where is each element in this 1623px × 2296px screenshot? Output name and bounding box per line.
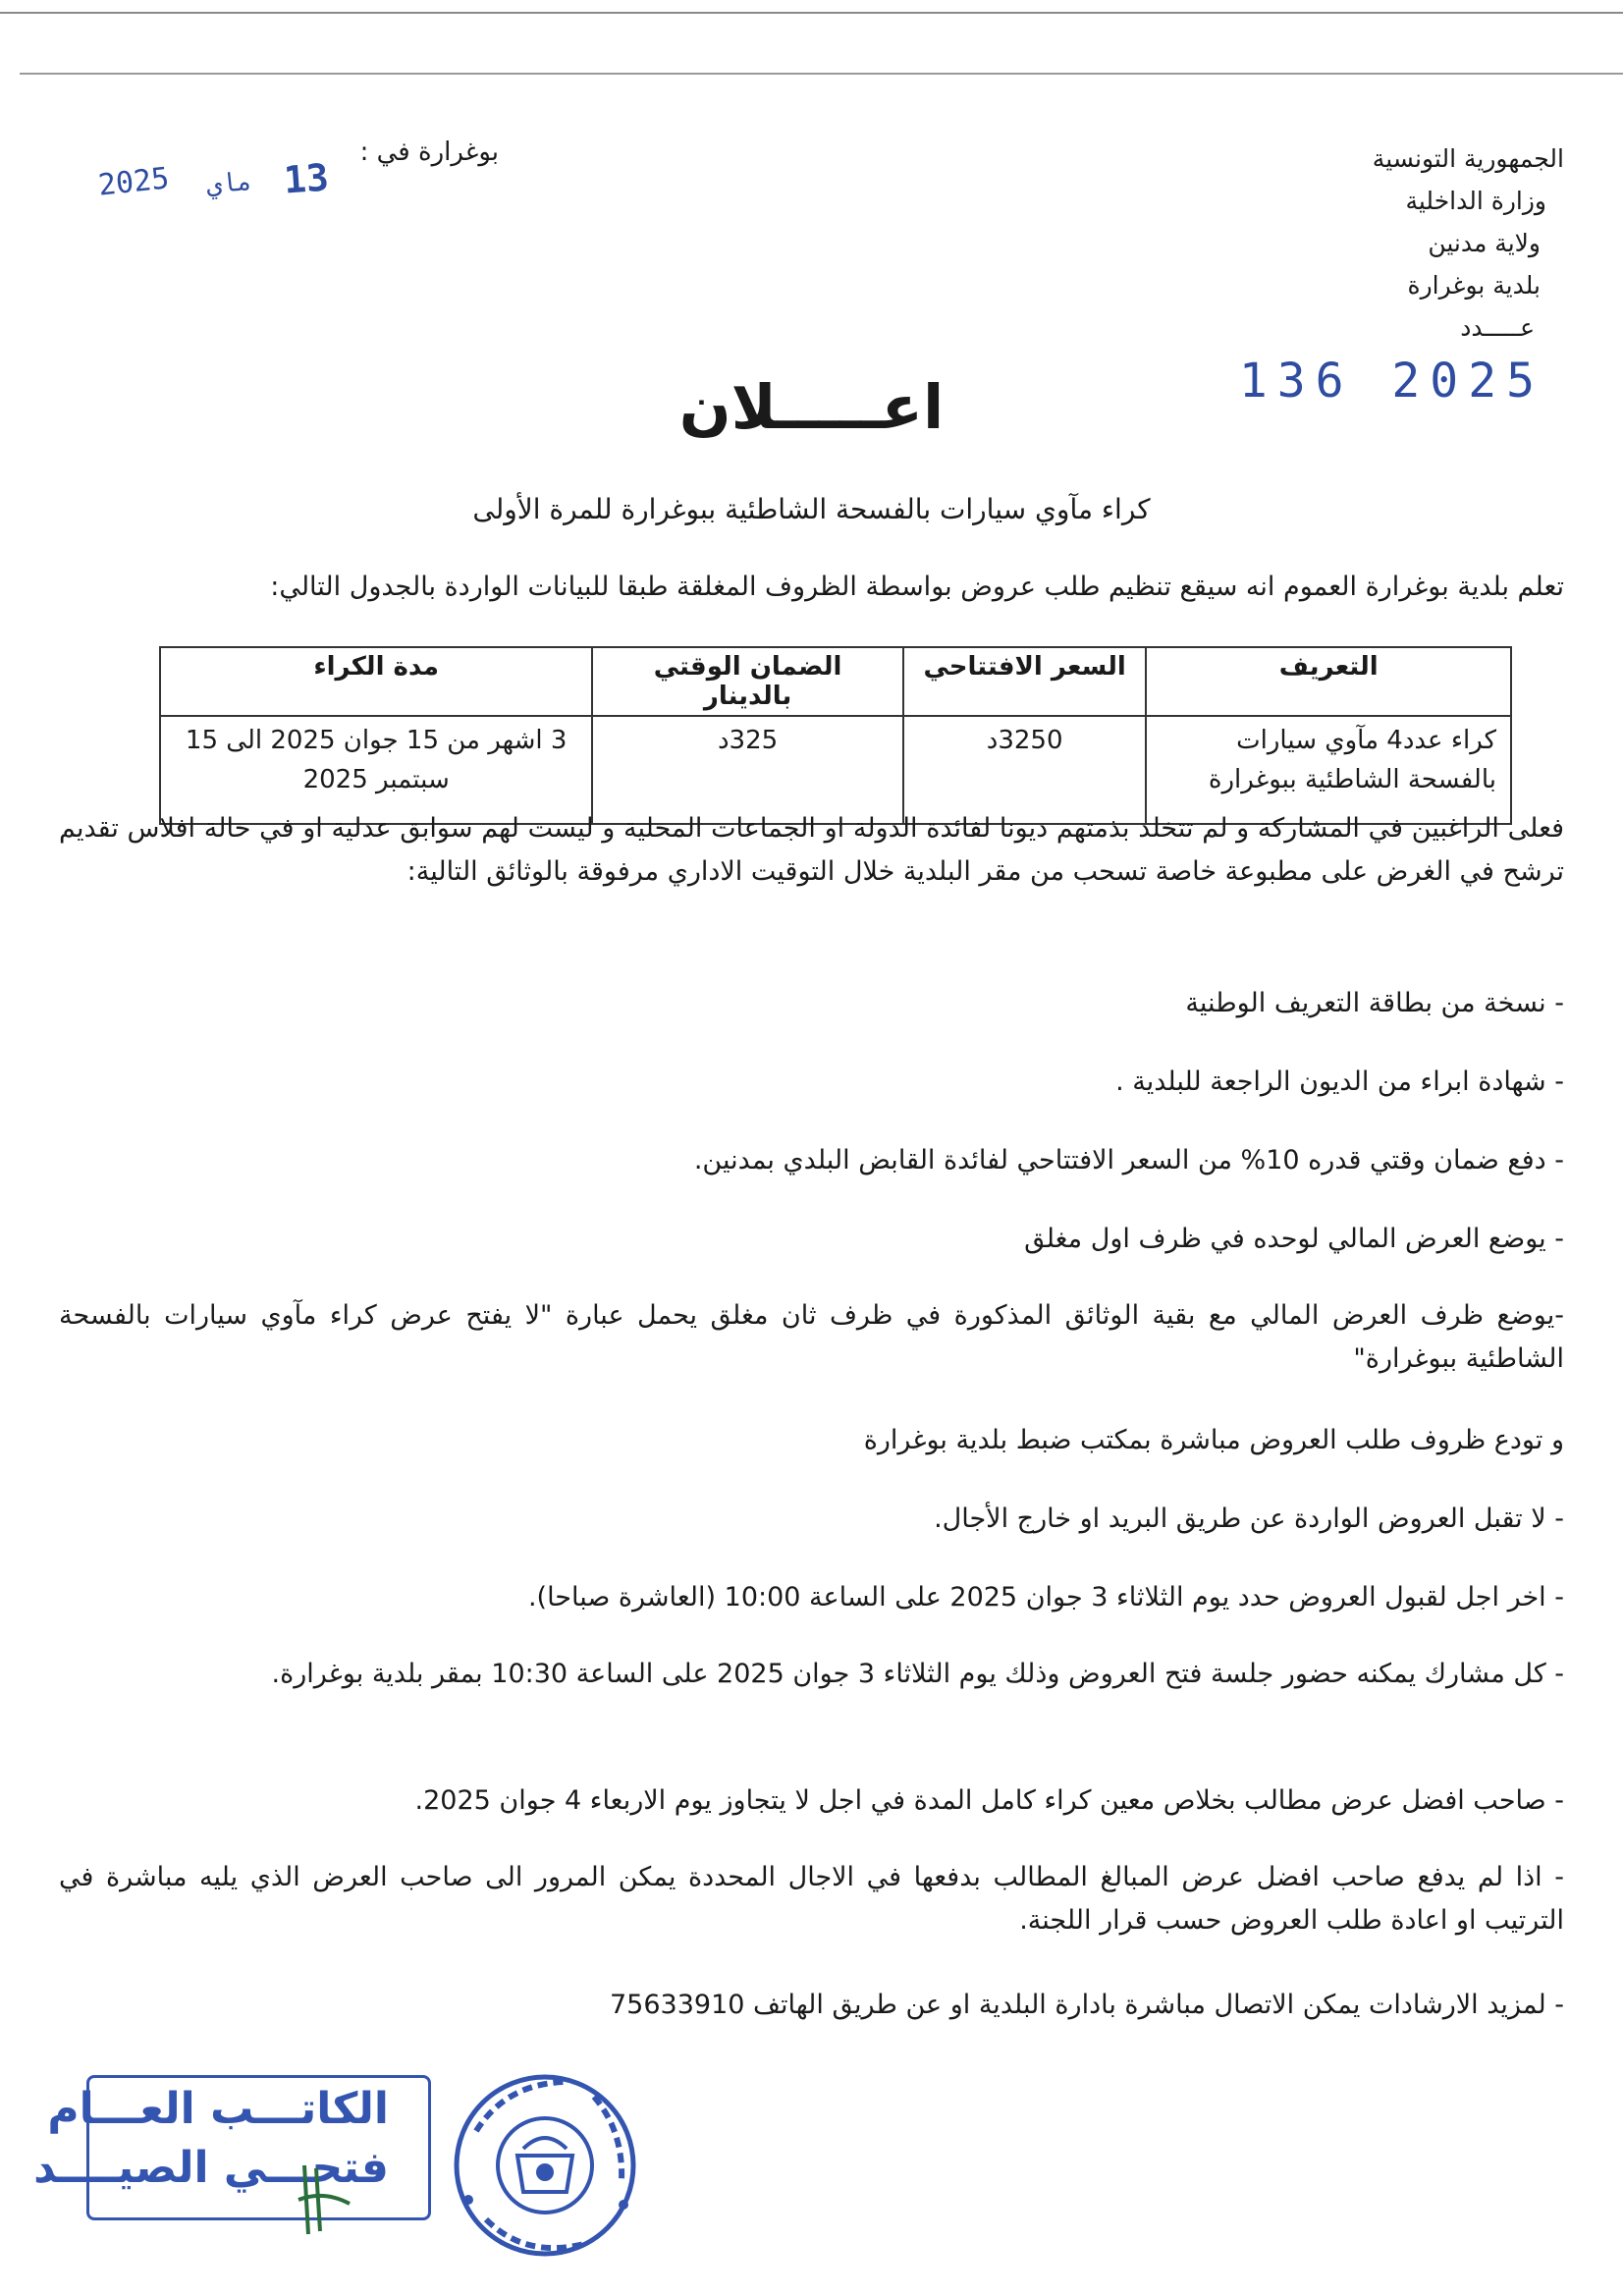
intro-paragraph: تعلم بلدية بوغرارة العموم انه سيقع تنظيم طلب عروض بواسطة الظروف المغلقة طبقا للبيانات الواردة بالجدول التالي: — [270, 572, 1564, 602]
table-header-guarantee: الضمان الوقتي بالدينار — [592, 647, 902, 716]
table-header-duration: مدة الكراء — [160, 647, 592, 716]
header-line-ministry: وزارة الداخلية — [1405, 187, 1546, 215]
top-rule — [0, 12, 1623, 14]
page-subtitle: كراء مآوي سيارات بالفسحة الشاطئية ببوغرارة للمرة الأولى — [472, 493, 1151, 525]
signature-role: الكاتـــب العـــام — [47, 2084, 389, 2134]
list-item-deposit: و تودع ظروف طلب العروض مباشرة بمكتب ضبط بلدية بوغرارة — [863, 1425, 1564, 1455]
list-item-guarantee: - دفع ضمان وقتي قدره 10% من السعر الافتتاحي لفائدة القابض البلدي بمدنين. — [693, 1145, 1564, 1175]
issuer-header — [1250, 137, 1564, 349]
cell-opening-price: 3250د — [903, 716, 1147, 824]
list-item-second-envelope: -يوضع ظرف العرض المالي مع بقية الوثائق المذكورة في ظرف ثان مغلق يحمل عبارة "لا يفتح عرض كراء مآوي سيارات بالفسحة الشاطئية ببوغرارة" — [59, 1300, 1564, 1374]
table-header-row — [160, 647, 1511, 716]
date-month: ماي — [204, 166, 254, 201]
list-item-opening-session: - كل مشارك يمكنه حضور جلسة فتح العروض وذلك يوم الثلاثاء 3 جوان 2025 على الساعة 10:30 بمقر بلدية بوغرارة. — [271, 1659, 1564, 1689]
place-date-label: بوغرارة في : — [359, 137, 499, 167]
list-item-financial-envelope: - يوضع العرض المالي لوحده في ظرف اول مغلق — [1024, 1224, 1564, 1254]
date-stamp — [96, 155, 330, 203]
cell-duration: 3 اشهر من 15 جوان 2025 الى 15 سبتمبر 2025 — [160, 716, 592, 824]
list-item-debt-clearance: - شهادة ابراء من الديون الراجعة للبلدية . — [1115, 1066, 1564, 1097]
cell-guarantee: 325د — [592, 716, 902, 824]
eligibility-paragraph: فعلى الراغبين في المشاركة و لم تتخلد بذمتهم ديونا لفائدة الدولة او الجماعات المحلية و ليست لهم سوابق عدلية او في حالة افلاس تقديم ترشح في الغرض على مطبوعة خاصة تسحب من مقر البلدية خلال التوقيت الاداري مرفوقة بالوثائق التالية: — [59, 813, 1564, 887]
list-item-payment: - صاحب افضل عرض مطالب بخلاص معين كراء كامل المدة في اجل لا يتجاوز يوم الاربعاء 4 جوان 2025. — [414, 1785, 1564, 1816]
official-seal-icon — [447, 2062, 643, 2269]
list-item-fallback: - اذا لم يدفع صاحب افضل عرض المبالغ المطالب بدفعها في الاجال المحددة يمكن المرور الى صاحب العرض الذي يليه مباشرة في الترتيب او اعادة طلب العروض حسب قرار اللجنة. — [59, 1862, 1564, 1936]
tender-table — [159, 646, 1512, 825]
table-header-definition: التعريف — [1146, 647, 1511, 716]
page-title: اعـــــلان — [678, 371, 945, 443]
header-line-number-label: عـــــدد — [1460, 313, 1535, 342]
cell-definition: كراء عدد4 مآوي سيارات بالفسحة الشاطئية ببوغرارة — [1146, 716, 1511, 824]
header-line-municipality: بلدية بوغرارة — [1407, 271, 1541, 300]
header-line-republic: الجمهورية التونسية — [1372, 144, 1564, 173]
list-item-contact: - لمزيد الارشادات يمكن الاتصال مباشرة بادارة البلدية او عن طريق الهاتف 75633910 — [610, 1990, 1564, 2020]
table-header-opening-price: السعر الافتتاحي — [903, 647, 1147, 716]
handwritten-signature-icon — [295, 2160, 353, 2239]
signature-stamp — [33, 2075, 431, 2220]
second-rule — [20, 73, 1623, 75]
date-day: 13 — [282, 155, 330, 202]
list-item-deadline: - اخر اجل لقبول العروض حدد يوم الثلاثاء 3 جوان 2025 على الساعة 10:00 (العاشرة صباحا). — [527, 1582, 1564, 1613]
list-item-id-card: - نسخة من بطاقة التعريف الوطنية — [1185, 988, 1564, 1018]
signature-name: فتحـــي الصيــــد — [33, 2143, 389, 2193]
list-item-no-mail: - لا تقبل العروض الواردة عن طريق البريد او خارج الأجال. — [934, 1503, 1564, 1534]
reference-number: 136 2025 — [1238, 354, 1544, 409]
header-line-governorate: ولاية مدنين — [1428, 229, 1541, 257]
date-year: 2025 — [96, 161, 171, 203]
